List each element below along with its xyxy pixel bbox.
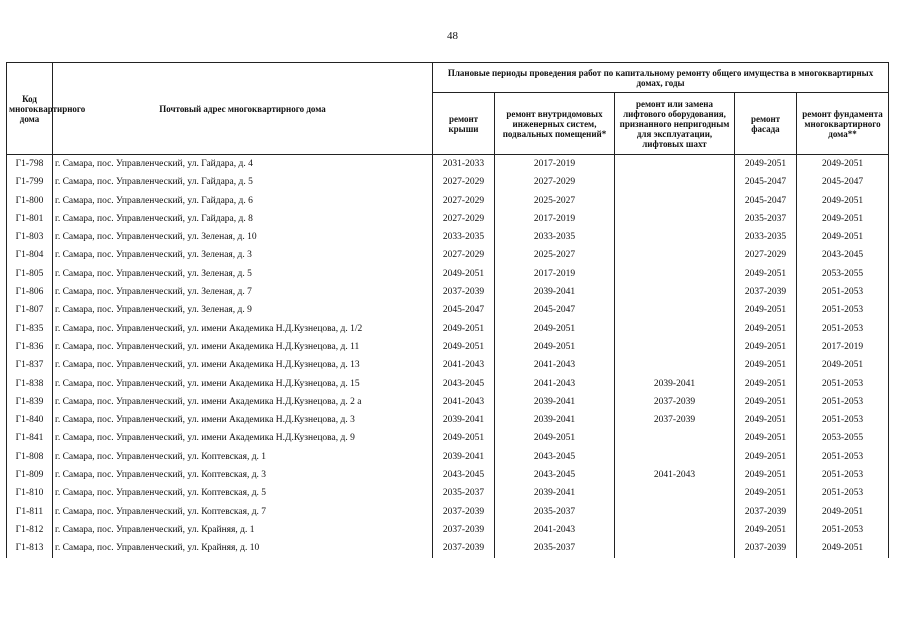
cell-address: г. Самара, пос. Управленческий, ул. имени Академика Н.Д.Кузнецова, д. 11 [53, 338, 433, 356]
cell-roof: 2027-2029 [433, 192, 495, 210]
cell-systems: 2017-2019 [495, 210, 615, 228]
cell-address: г. Самара, пос. Управленческий, ул. имени Академика Н.Д.Кузнецова, д. 13 [53, 356, 433, 374]
cell-facade: 2045-2047 [735, 173, 797, 191]
cell-code: Г1-841 [7, 429, 53, 447]
cell-roof: 2027-2029 [433, 173, 495, 191]
cell-code: Г1-809 [7, 466, 53, 484]
cell-systems: 2049-2051 [495, 320, 615, 338]
cell-foundation: 2049-2051 [797, 228, 889, 246]
cell-code: Г1-808 [7, 448, 53, 466]
cell-code: Г1-807 [7, 301, 53, 319]
cell-code: Г1-811 [7, 503, 53, 521]
cell-code: Г1-836 [7, 338, 53, 356]
table-body [7, 155, 889, 558]
cell-facade: 2049-2051 [735, 393, 797, 411]
cell-foundation: 2045-2047 [797, 173, 889, 191]
cell-facade: 2049-2051 [735, 429, 797, 447]
cell-code: Г1-798 [7, 155, 53, 174]
cell-code: Г1-812 [7, 521, 53, 539]
cell-code: Г1-813 [7, 539, 53, 557]
table-row [7, 429, 889, 447]
cell-roof: 2033-2035 [433, 228, 495, 246]
cell-address: г. Самара, пос. Управленческий, ул. Коптевская, д. 1 [53, 448, 433, 466]
cell-systems: 2039-2041 [495, 393, 615, 411]
cell-address: г. Самара, пос. Управленческий, ул. Зеленая, д. 9 [53, 301, 433, 319]
cell-facade: 2049-2051 [735, 301, 797, 319]
cell-elevator [615, 246, 735, 264]
cell-code: Г1-806 [7, 283, 53, 301]
cell-address: г. Самара, пос. Управленческий, ул. Коптевская, д. 3 [53, 466, 433, 484]
cell-roof: 2039-2041 [433, 411, 495, 429]
cell-roof: 2035-2037 [433, 484, 495, 502]
cell-code: Г1-837 [7, 356, 53, 374]
cell-address: г. Самара, пос. Управленческий, ул. Коптевская, д. 5 [53, 484, 433, 502]
cell-address: г. Самара, пос. Управленческий, ул. Гайдара, д. 6 [53, 192, 433, 210]
cell-code: Г1-800 [7, 192, 53, 210]
cell-elevator [615, 356, 735, 374]
cell-systems: 2039-2041 [495, 484, 615, 502]
cell-elevator [615, 503, 735, 521]
table-row [7, 228, 889, 246]
cell-elevator: 2041-2043 [615, 466, 735, 484]
cell-address: г. Самара, пос. Управленческий, ул. Гайдара, д. 8 [53, 210, 433, 228]
cell-facade: 2049-2051 [735, 265, 797, 283]
cell-roof: 2049-2051 [433, 338, 495, 356]
table-row [7, 466, 889, 484]
cell-roof: 2049-2051 [433, 429, 495, 447]
cell-foundation: 2051-2053 [797, 301, 889, 319]
cell-systems: 2025-2027 [495, 192, 615, 210]
cell-code: Г1-801 [7, 210, 53, 228]
table-row [7, 192, 889, 210]
table-row [7, 448, 889, 466]
cell-roof: 2037-2039 [433, 521, 495, 539]
cell-foundation: 2017-2019 [797, 338, 889, 356]
cell-systems: 2039-2041 [495, 411, 615, 429]
cell-foundation: 2053-2055 [797, 265, 889, 283]
cell-systems: 2049-2051 [495, 429, 615, 447]
cell-facade: 2049-2051 [735, 375, 797, 393]
cell-systems: 2033-2035 [495, 228, 615, 246]
table-row [7, 173, 889, 191]
cell-systems: 2043-2045 [495, 448, 615, 466]
cell-systems: 2049-2051 [495, 338, 615, 356]
cell-systems: 2017-2019 [495, 265, 615, 283]
cell-foundation: 2051-2053 [797, 484, 889, 502]
cell-facade: 2049-2051 [735, 521, 797, 539]
table-row [7, 375, 889, 393]
cell-elevator [615, 192, 735, 210]
cell-roof: 2045-2047 [433, 301, 495, 319]
cell-code: Г1-840 [7, 411, 53, 429]
cell-foundation: 2051-2053 [797, 466, 889, 484]
cell-address: г. Самара, пос. Управленческий, ул. Гайдара, д. 5 [53, 173, 433, 191]
cell-systems: 2039-2041 [495, 283, 615, 301]
cell-elevator [615, 429, 735, 447]
cell-roof: 2043-2045 [433, 466, 495, 484]
cell-address: г. Самара, пос. Управленческий, ул. Крайняя, д. 10 [53, 539, 433, 557]
cell-facade: 2049-2051 [735, 356, 797, 374]
cell-address: г. Самара, пос. Управленческий, ул. Зеленая, д. 7 [53, 283, 433, 301]
cell-foundation: 2051-2053 [797, 393, 889, 411]
cell-elevator [615, 338, 735, 356]
cell-facade: 2049-2051 [735, 484, 797, 502]
cell-facade: 2037-2039 [735, 539, 797, 557]
cell-roof: 2039-2041 [433, 448, 495, 466]
cell-systems: 2041-2043 [495, 356, 615, 374]
cell-elevator [615, 228, 735, 246]
cell-code: Г1-835 [7, 320, 53, 338]
table-row [7, 503, 889, 521]
cell-elevator: 2037-2039 [615, 411, 735, 429]
table-row [7, 356, 889, 374]
table-row [7, 521, 889, 539]
cell-systems: 2035-2037 [495, 539, 615, 557]
cell-systems: 2041-2043 [495, 521, 615, 539]
cell-facade: 2049-2051 [735, 338, 797, 356]
cell-elevator [615, 155, 735, 174]
cell-elevator: 2037-2039 [615, 393, 735, 411]
cell-facade: 2037-2039 [735, 283, 797, 301]
header-elevator: ремонт или замена лифтового оборудования, признанного непригодным для эксплуатации, лифтовых шахт [615, 93, 735, 155]
cell-address: г. Самара, пос. Управленческий, ул. Коптевская, д. 7 [53, 503, 433, 521]
table-row [7, 210, 889, 228]
cell-roof: 2043-2045 [433, 375, 495, 393]
cell-roof: 2037-2039 [433, 283, 495, 301]
cell-systems: 2043-2045 [495, 466, 615, 484]
header-systems: ремонт внутридомовых инженерных систем, подвальных помещений* [495, 93, 615, 155]
header-facade: ремонт фасада [735, 93, 797, 155]
header-periods: Плановые периоды проведения работ по капитальному ремонту общего имущества в многоквартирных домах, годы [433, 63, 889, 93]
header-code: Код многоквартирного дома [7, 63, 53, 155]
table-row [7, 155, 889, 174]
cell-foundation: 2049-2051 [797, 503, 889, 521]
cell-elevator [615, 210, 735, 228]
cell-roof: 2031-2033 [433, 155, 495, 174]
cell-foundation: 2043-2045 [797, 246, 889, 264]
cell-facade: 2049-2051 [735, 448, 797, 466]
table-row [7, 283, 889, 301]
repair-schedule-table [6, 62, 889, 558]
cell-address: г. Самара, пос. Управленческий, ул. имени Академика Н.Д.Кузнецова, д. 3 [53, 411, 433, 429]
table-row [7, 246, 889, 264]
cell-address: г. Самара, пос. Управленческий, ул. Крайняя, д. 1 [53, 521, 433, 539]
page-number: 48 [447, 30, 458, 42]
cell-code: Г1-805 [7, 265, 53, 283]
cell-facade: 2033-2035 [735, 228, 797, 246]
cell-foundation: 2051-2053 [797, 375, 889, 393]
cell-code: Г1-799 [7, 173, 53, 191]
cell-facade: 2049-2051 [735, 320, 797, 338]
cell-address: г. Самара, пос. Управленческий, ул. Гайдара, д. 4 [53, 155, 433, 174]
cell-elevator [615, 521, 735, 539]
cell-foundation: 2049-2051 [797, 539, 889, 557]
cell-facade: 2037-2039 [735, 503, 797, 521]
cell-foundation: 2051-2053 [797, 521, 889, 539]
table-row [7, 484, 889, 502]
table-row [7, 338, 889, 356]
cell-elevator [615, 283, 735, 301]
cell-foundation: 2049-2051 [797, 192, 889, 210]
cell-roof: 2027-2029 [433, 210, 495, 228]
cell-roof: 2049-2051 [433, 320, 495, 338]
cell-address: г. Самара, пос. Управленческий, ул. имени Академика Н.Д.Кузнецова, д. 15 [53, 375, 433, 393]
table-row [7, 265, 889, 283]
cell-foundation: 2051-2053 [797, 283, 889, 301]
cell-code: Г1-810 [7, 484, 53, 502]
cell-address: г. Самара, пос. Управленческий, ул. имени Академика Н.Д.Кузнецова, д. 9 [53, 429, 433, 447]
table-row [7, 411, 889, 429]
cell-facade: 2027-2029 [735, 246, 797, 264]
cell-address: г. Самара, пос. Управленческий, ул. Зеленая, д. 5 [53, 265, 433, 283]
cell-systems: 2027-2029 [495, 173, 615, 191]
cell-facade: 2045-2047 [735, 192, 797, 210]
cell-roof: 2049-2051 [433, 265, 495, 283]
cell-systems: 2041-2043 [495, 375, 615, 393]
cell-elevator: 2039-2041 [615, 375, 735, 393]
cell-code: Г1-804 [7, 246, 53, 264]
cell-elevator [615, 265, 735, 283]
cell-elevator [615, 173, 735, 191]
cell-code: Г1-803 [7, 228, 53, 246]
header-foundation: ремонт фундамента многоквартирного дома** [797, 93, 889, 155]
cell-facade: 2049-2051 [735, 411, 797, 429]
header-roof: ремонт крыши [433, 93, 495, 155]
cell-roof: 2041-2043 [433, 356, 495, 374]
cell-foundation: 2049-2051 [797, 155, 889, 174]
cell-roof: 2041-2043 [433, 393, 495, 411]
table-row [7, 320, 889, 338]
cell-code: Г1-839 [7, 393, 53, 411]
cell-address: г. Самара, пос. Управленческий, ул. Зеленая, д. 3 [53, 246, 433, 264]
cell-roof: 2037-2039 [433, 503, 495, 521]
cell-systems: 2045-2047 [495, 301, 615, 319]
cell-systems: 2035-2037 [495, 503, 615, 521]
cell-foundation: 2049-2051 [797, 210, 889, 228]
cell-address: г. Самара, пос. Управленческий, ул. имени Академика Н.Д.Кузнецова, д. 1/2 [53, 320, 433, 338]
cell-address: г. Самара, пос. Управленческий, ул. Зеленая, д. 10 [53, 228, 433, 246]
cell-address: г. Самара, пос. Управленческий, ул. имени Академика Н.Д.Кузнецова, д. 2 а [53, 393, 433, 411]
cell-elevator [615, 448, 735, 466]
table-row [7, 539, 889, 557]
cell-elevator [615, 539, 735, 557]
cell-foundation: 2051-2053 [797, 411, 889, 429]
cell-elevator [615, 320, 735, 338]
cell-roof: 2027-2029 [433, 246, 495, 264]
cell-facade: 2035-2037 [735, 210, 797, 228]
cell-code: Г1-838 [7, 375, 53, 393]
cell-systems: 2025-2027 [495, 246, 615, 264]
cell-foundation: 2053-2055 [797, 429, 889, 447]
cell-facade: 2049-2051 [735, 155, 797, 174]
cell-elevator [615, 301, 735, 319]
header-address: Почтовый адрес многоквартирного дома [53, 63, 433, 155]
cell-elevator [615, 484, 735, 502]
table-row [7, 393, 889, 411]
cell-facade: 2049-2051 [735, 466, 797, 484]
cell-foundation: 2051-2053 [797, 448, 889, 466]
cell-foundation: 2049-2051 [797, 356, 889, 374]
cell-systems: 2017-2019 [495, 155, 615, 174]
cell-foundation: 2051-2053 [797, 320, 889, 338]
table-row [7, 301, 889, 319]
cell-roof: 2037-2039 [433, 539, 495, 557]
